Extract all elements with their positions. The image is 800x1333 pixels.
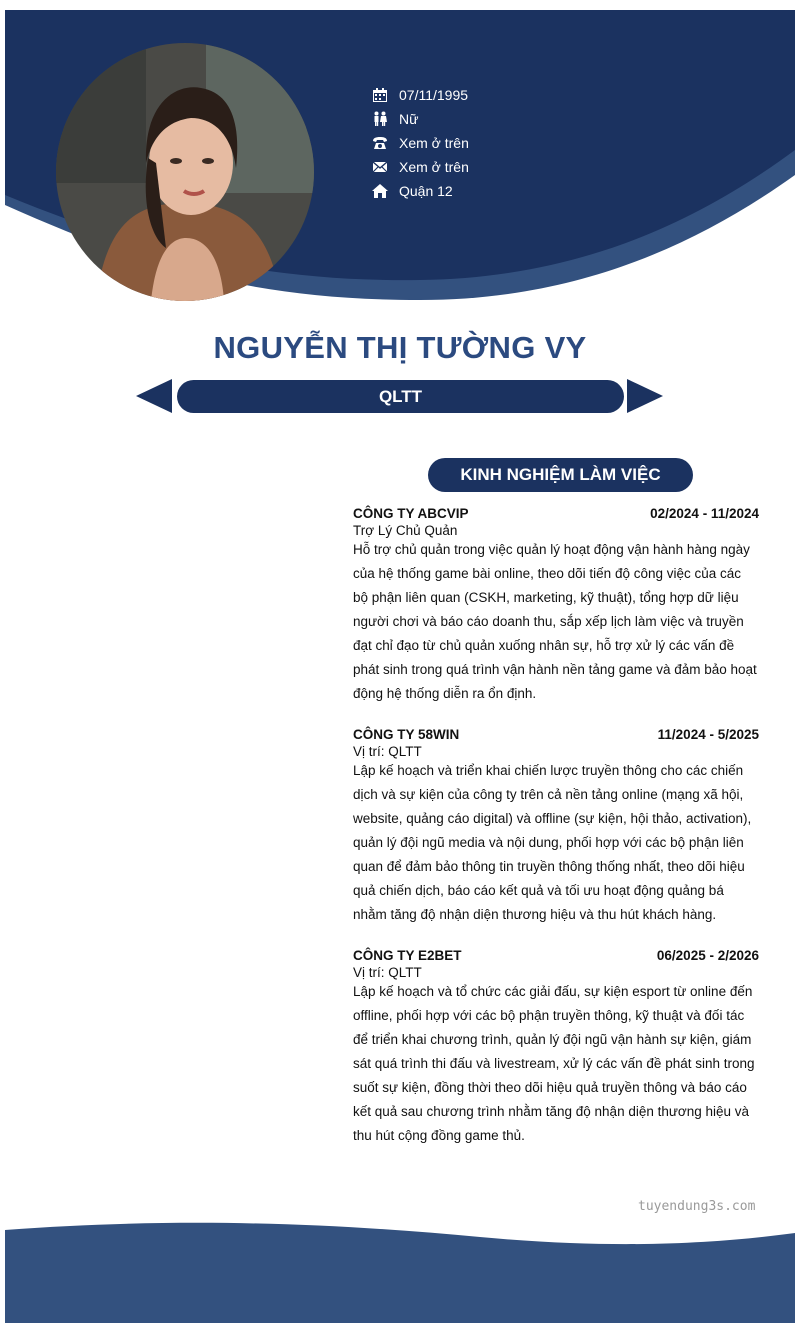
email-value: Xem ở trên bbox=[399, 159, 469, 175]
email-icon bbox=[371, 159, 389, 175]
job-description: Lập kế hoạch và triển khai chiến lược truyền thông cho các chiến dịch và sự kiện của công ty trên cả nền tảng online (mạng xã hội, website, quảng cáo digital) và offline (sự kiện, hội thảo, activation), quản lý đội ngũ media và nội dung, phối hợp với các bộ phận liên quan để đảm bảo thông tin truyền thông thống nhất, theo dõi hiệu quả chiến dịch, báo cáo kết quả và tối ưu hoạt động quảng bá nhằm tăng độ nhận diện thương hiệu và thu hút khách hàng. bbox=[353, 763, 752, 922]
job-header bbox=[353, 726, 759, 743]
footer-banner bbox=[0, 1215, 800, 1333]
job-period: 11/2024 - 5/2025 bbox=[657, 727, 759, 742]
job-description: Hỗ trợ chủ quản trong việc quản lý hoạt động vận hành hàng ngày của hệ thống game bài online, theo dõi tiến độ công việc của các bộ phận liên quan (CSKH, marketing, kỹ thuật), tổng hợp dữ liệu người chơi và báo cáo doanh thu, sắp xếp lịch làm việc và truyền đạt chỉ đạo từ chủ quản xuống nhân sự, hỗ trợ xử lý các vấn đề phát sinh trong quá trình vận hành nền tảng game và đảm bảo hoạt động hệ thống diễn ra ổn định. bbox=[353, 542, 757, 701]
job-company: CÔNG TY 58WIN bbox=[353, 727, 460, 742]
calendar-icon bbox=[371, 87, 389, 103]
position-banner bbox=[177, 380, 624, 413]
profile-photo bbox=[56, 43, 314, 301]
home-icon bbox=[371, 183, 389, 199]
job-company: CÔNG TY ABCVIP bbox=[353, 506, 469, 521]
site-watermark: tuyendung3s.com bbox=[638, 1199, 756, 1214]
job-company: CÔNG TY E2BET bbox=[353, 948, 462, 963]
experience-heading bbox=[428, 458, 693, 492]
contact-birthdate bbox=[371, 83, 469, 107]
gender-value: Nữ bbox=[399, 111, 419, 127]
job-item bbox=[353, 726, 759, 927]
contact-info bbox=[371, 83, 469, 203]
contact-gender bbox=[371, 107, 469, 131]
candidate-name: NGUYỄN THỊ TƯỜNG VY bbox=[213, 330, 587, 365]
job-item bbox=[353, 505, 759, 706]
contact-email bbox=[371, 155, 469, 179]
experience-list bbox=[353, 505, 759, 1168]
birthdate-value: 07/11/1995 bbox=[399, 87, 469, 103]
job-header bbox=[353, 947, 759, 964]
job-item bbox=[353, 947, 759, 1148]
job-role: Vị trí: QLTT bbox=[353, 744, 422, 759]
job-period: 06/2025 - 2/2026 bbox=[656, 948, 759, 963]
address-value: Quận 12 bbox=[399, 183, 453, 199]
job-header bbox=[353, 505, 759, 522]
arrow-right-icon bbox=[627, 379, 663, 413]
contact-address bbox=[371, 179, 469, 203]
portrait-photo bbox=[56, 43, 314, 301]
job-role: Trợ Lý Chủ Quản bbox=[353, 523, 458, 538]
gender-icon bbox=[371, 111, 389, 127]
job-role: Vị trí: QLTT bbox=[353, 965, 422, 980]
contact-phone bbox=[371, 131, 469, 155]
arrow-left-icon bbox=[136, 379, 172, 413]
footer-wave bbox=[5, 1223, 795, 1323]
phone-icon bbox=[371, 135, 389, 151]
job-description: Lập kế hoạch và tổ chức các giải đấu, sự kiện esport từ online đến offline, phối hợp với các bộ phận truyền thông, kỹ thuật và đối tác để triển khai chương trình, quản lý đội ngũ vận hành sự kiện, giám sát quá trình thi đấu và livestream, xử lý các vấn đề phát sinh trong suốt sự kiện, đồng thời theo dõi hiệu quả truyền thông và báo cáo kết quả sau chương trình nhằm tăng độ nhận diện thương hiệu và thu hút cộng đồng game thủ. bbox=[353, 984, 755, 1143]
position-label: QLTT bbox=[378, 386, 423, 406]
experience-heading-label: KINH NGHIỆM LÀM VIỆC bbox=[460, 465, 661, 484]
phone-value: Xem ở trên bbox=[399, 135, 469, 151]
job-period: 02/2024 - 11/2024 bbox=[650, 506, 759, 521]
